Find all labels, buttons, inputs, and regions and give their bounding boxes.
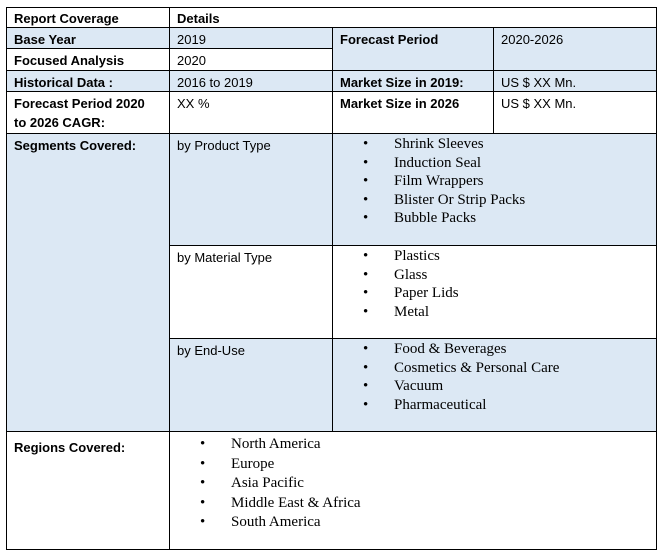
list-item-text: Paper Lids [394, 285, 459, 301]
report-coverage-table [6, 7, 657, 550]
segment-product-type-list [363, 135, 656, 228]
bullet-icon: • [363, 210, 369, 226]
list-item [363, 154, 656, 173]
segment-material-type-name: by Material Type [170, 246, 333, 339]
list-item [363, 340, 656, 359]
list-item-text: Food & Beverages [394, 341, 507, 357]
cagr-label [6, 92, 170, 134]
segment-end-use-list [363, 340, 656, 414]
list-item-text: Pharmaceutical [394, 396, 487, 413]
list-item [200, 474, 656, 494]
market-size-2019-label: Market Size in 2019: [333, 71, 494, 92]
segment-material-type-list-cell [333, 246, 657, 339]
base-year-value: 2019 [170, 28, 333, 49]
bullet-icon: • [200, 455, 206, 472]
list-item-text: Glass [394, 266, 428, 283]
market-size-2026-value: US $ XX Mn. [494, 92, 657, 134]
bullet-icon: • [200, 436, 206, 452]
segment-material-type-list [363, 247, 656, 321]
segment-end-use-name: by End-Use [170, 339, 333, 432]
list-item [363, 266, 656, 285]
list-item [363, 359, 656, 378]
list-item-text: Cosmetics & Personal Care [394, 359, 560, 376]
base-year-label: Base Year [6, 28, 170, 49]
bullet-icon: • [200, 475, 206, 491]
segments-covered-label: Segments Covered: [6, 134, 170, 432]
bullet-icon: • [363, 266, 369, 283]
bullet-icon: • [363, 341, 369, 357]
bullet-icon: • [363, 396, 369, 413]
focused-analysis-value: 2020 [170, 49, 333, 71]
market-size-2019-value: US $ XX Mn. [494, 71, 657, 92]
list-item-text: Plastics [394, 248, 440, 264]
bullet-icon: • [363, 378, 369, 394]
segment-end-use-list-cell [333, 339, 657, 432]
list-item-text: Bubble Packs [394, 210, 477, 226]
list-item [363, 303, 656, 322]
bullet-icon: • [363, 154, 369, 171]
cagr-label-line2: to 2026 CAGR: [14, 115, 106, 130]
bullet-icon: • [363, 191, 369, 208]
bullet-icon: • [363, 248, 369, 264]
list-item-text: North America [231, 436, 321, 452]
list-item-text: Europe [231, 455, 275, 472]
list-item [363, 191, 656, 210]
segment-product-type-list-cell [333, 134, 657, 246]
list-item-text: Shrink Sleeves [394, 136, 484, 152]
list-item-text: Middle East & Africa [231, 494, 361, 511]
bullet-icon: • [363, 136, 369, 152]
list-item-text: Metal [394, 303, 429, 320]
bullet-icon: • [363, 359, 369, 376]
bullet-icon: • [200, 514, 206, 530]
historical-data-value: 2016 to 2019 [170, 71, 333, 92]
bullet-icon: • [363, 173, 369, 189]
list-item [363, 247, 656, 266]
list-item-text: South America [231, 514, 321, 530]
list-item [363, 284, 656, 303]
regions-list [200, 435, 656, 533]
historical-data-label: Historical Data : [6, 71, 170, 92]
focused-analysis-label: Focused Analysis [6, 49, 170, 71]
list-item-text: Film Wrappers [394, 173, 484, 189]
list-item [363, 135, 656, 154]
list-item [363, 209, 656, 228]
forecast-period-label: Forecast Period [333, 28, 494, 71]
list-item [200, 513, 656, 533]
list-item-text: Vacuum [394, 378, 444, 394]
list-item [363, 377, 656, 396]
list-item [363, 396, 656, 415]
segment-product-type-name: by Product Type [170, 134, 333, 246]
regions-list-cell [170, 432, 657, 550]
list-item [363, 172, 656, 191]
bullet-icon: • [363, 285, 369, 301]
regions-covered-label: Regions Covered: [6, 432, 170, 550]
forecast-period-value: 2020-2026 [494, 28, 657, 71]
header-report-coverage: Report Coverage [6, 7, 170, 28]
bullet-icon: • [200, 494, 206, 511]
bullet-icon: • [363, 303, 369, 320]
list-item [200, 435, 656, 455]
cagr-value: XX % [170, 92, 333, 134]
market-size-2026-label: Market Size in 2026 [333, 92, 494, 134]
list-item [200, 494, 656, 514]
list-item-text: Blister Or Strip Packs [394, 191, 526, 208]
list-item-text: Asia Pacific [231, 475, 304, 491]
list-item-text: Induction Seal [394, 154, 482, 171]
cagr-label-line1: Forecast Period 2020 [14, 96, 145, 111]
header-details: Details [170, 7, 657, 28]
list-item [200, 455, 656, 475]
